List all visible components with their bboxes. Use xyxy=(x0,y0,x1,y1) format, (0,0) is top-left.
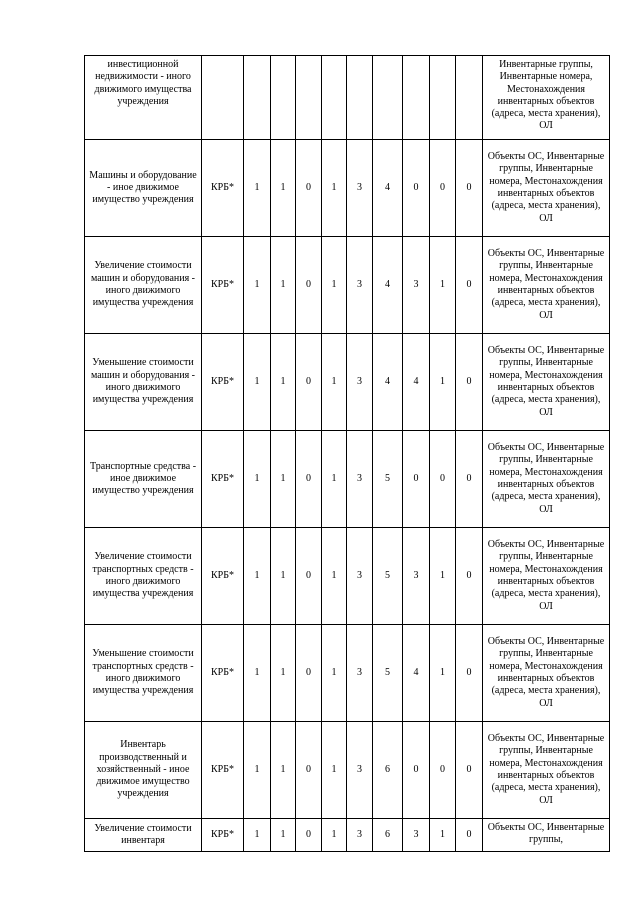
code-digit-cell xyxy=(347,56,373,140)
basis-cell: КРБ* xyxy=(202,528,244,625)
code-digit-cell: 0 xyxy=(456,334,483,431)
code-digit-cell: 1 xyxy=(271,528,296,625)
code-digit-cell: 1 xyxy=(322,625,347,722)
code-digit-cell: 6 xyxy=(373,819,403,852)
code-digit-cell: 1 xyxy=(244,334,271,431)
table-row xyxy=(85,431,610,528)
table-row xyxy=(85,625,610,722)
accounts-table xyxy=(84,55,610,852)
code-digit-cell: 1 xyxy=(244,819,271,852)
code-digit-cell: 4 xyxy=(403,334,430,431)
code-digit-cell: 0 xyxy=(296,237,322,334)
code-digit-cell: 5 xyxy=(373,431,403,528)
code-digit-cell xyxy=(403,56,430,140)
code-digit-cell: 1 xyxy=(322,334,347,431)
basis-cell: КРБ* xyxy=(202,722,244,819)
basis-cell: КРБ* xyxy=(202,140,244,237)
code-digit-cell: 0 xyxy=(296,625,322,722)
table-row xyxy=(85,819,610,852)
code-digit-cell: 3 xyxy=(347,237,373,334)
code-digit-cell: 1 xyxy=(244,625,271,722)
code-digit-cell xyxy=(271,56,296,140)
code-digit-cell: 0 xyxy=(296,431,322,528)
code-digit-cell: 0 xyxy=(296,528,322,625)
code-digit-cell: 0 xyxy=(456,237,483,334)
code-digit-cell: 1 xyxy=(322,237,347,334)
code-digit-cell: 3 xyxy=(347,528,373,625)
code-digit-cell: 3 xyxy=(347,819,373,852)
code-digit-cell: 5 xyxy=(373,528,403,625)
code-digit-cell: 4 xyxy=(373,334,403,431)
analytics-note-cell: Объекты ОС, Инвентарные группы, Инвентарные номера, Местонахождения инвентарных объектов (адреса, места хранения), ОЛ xyxy=(483,625,610,722)
account-name-cell: Инвентарь производственный и хозяйственный - иное движимое имущество учреждения xyxy=(85,722,202,819)
code-digit-cell: 1 xyxy=(271,625,296,722)
code-digit-cell: 5 xyxy=(373,625,403,722)
code-digit-cell: 0 xyxy=(456,625,483,722)
code-digit-cell: 1 xyxy=(430,528,456,625)
basis-cell: КРБ* xyxy=(202,431,244,528)
analytics-note-cell: Объекты ОС, Инвентарные группы, Инвентарные номера, Местонахождения инвентарных объектов (адреса, места хранения), ОЛ xyxy=(483,237,610,334)
code-digit-cell: 1 xyxy=(244,431,271,528)
code-digit-cell: 1 xyxy=(430,237,456,334)
basis-cell xyxy=(202,56,244,140)
code-digit-cell: 1 xyxy=(430,334,456,431)
account-name-cell: Уменьшение стоимости машин и оборудования - иного движимого имущества учреждения xyxy=(85,334,202,431)
table-body xyxy=(85,56,610,852)
basis-cell: КРБ* xyxy=(202,625,244,722)
account-name-cell: инвестиционной недвижимости - иного движимого имущества учреждения xyxy=(85,56,202,140)
code-digit-cell: 1 xyxy=(244,237,271,334)
account-name-cell: Увеличение стоимости машин и оборудования - иного движимого имущества учреждения xyxy=(85,237,202,334)
code-digit-cell: 1 xyxy=(322,528,347,625)
analytics-note-cell: Объекты ОС, Инвентарные группы, Инвентарные номера, Местонахождения инвентарных объектов (адреса, места хранения), ОЛ xyxy=(483,431,610,528)
code-digit-cell xyxy=(244,56,271,140)
code-digit-cell: 3 xyxy=(403,528,430,625)
code-digit-cell: 1 xyxy=(322,819,347,852)
table-row xyxy=(85,56,610,140)
code-digit-cell: 3 xyxy=(347,625,373,722)
basis-cell: КРБ* xyxy=(202,819,244,852)
code-digit-cell: 0 xyxy=(296,140,322,237)
code-digit-cell: 1 xyxy=(244,140,271,237)
analytics-note-cell: Объекты ОС, Инвентарные группы, Инвентарные номера, Местонахождения инвентарных объектов (адреса, места хранения), ОЛ xyxy=(483,528,610,625)
code-digit-cell: 3 xyxy=(347,140,373,237)
code-digit-cell: 3 xyxy=(347,334,373,431)
code-digit-cell: 0 xyxy=(403,140,430,237)
analytics-note-cell: Инвентарные группы, Инвентарные номера, Местонахождения инвентарных объектов (адреса, места хранения), ОЛ xyxy=(483,56,610,140)
code-digit-cell: 0 xyxy=(456,528,483,625)
code-digit-cell: 1 xyxy=(430,819,456,852)
document-page xyxy=(84,55,609,852)
code-digit-cell: 0 xyxy=(296,334,322,431)
table-row xyxy=(85,237,610,334)
code-digit-cell: 1 xyxy=(271,334,296,431)
code-digit-cell: 3 xyxy=(403,237,430,334)
code-digit-cell: 1 xyxy=(244,722,271,819)
table-row xyxy=(85,334,610,431)
code-digit-cell: 0 xyxy=(296,722,322,819)
code-digit-cell: 3 xyxy=(403,819,430,852)
code-digit-cell: 1 xyxy=(271,237,296,334)
table-row xyxy=(85,722,610,819)
code-digit-cell: 0 xyxy=(296,819,322,852)
analytics-note-cell: Объекты ОС, Инвентарные группы, Инвентарные номера, Местонахождения инвентарных объектов (адреса, места хранения), ОЛ xyxy=(483,722,610,819)
analytics-note-cell: Объекты ОС, Инвентарные группы, Инвентарные номера, Местонахождения инвентарных объектов (адреса, места хранения), ОЛ xyxy=(483,334,610,431)
code-digit-cell: 1 xyxy=(271,140,296,237)
code-digit-cell: 1 xyxy=(244,528,271,625)
code-digit-cell: 4 xyxy=(373,237,403,334)
analytics-note-cell: Объекты ОС, Инвентарные группы, Инвентарные номера, Местонахождения инвентарных объектов (адреса, места хранения), ОЛ xyxy=(483,140,610,237)
account-name-cell: Увеличение стоимости транспортных средств - иного движимого имущества учреждения xyxy=(85,528,202,625)
table-row xyxy=(85,528,610,625)
code-digit-cell: 1 xyxy=(271,722,296,819)
code-digit-cell: 0 xyxy=(430,140,456,237)
code-digit-cell: 1 xyxy=(271,431,296,528)
basis-cell: КРБ* xyxy=(202,237,244,334)
code-digit-cell: 0 xyxy=(430,722,456,819)
code-digit-cell: 1 xyxy=(322,431,347,528)
code-digit-cell: 0 xyxy=(403,722,430,819)
table-row xyxy=(85,140,610,237)
code-digit-cell xyxy=(296,56,322,140)
code-digit-cell: 0 xyxy=(430,431,456,528)
code-digit-cell: 1 xyxy=(322,140,347,237)
code-digit-cell: 0 xyxy=(456,431,483,528)
code-digit-cell: 0 xyxy=(403,431,430,528)
account-name-cell: Увеличение стоимости инвентаря xyxy=(85,819,202,852)
account-name-cell: Уменьшение стоимости транспортных средств - иного движимого имущества учреждения xyxy=(85,625,202,722)
code-digit-cell: 6 xyxy=(373,722,403,819)
account-name-cell: Машины и оборудование - иное движимое имущество учреждения xyxy=(85,140,202,237)
code-digit-cell: 3 xyxy=(347,722,373,819)
code-digit-cell: 0 xyxy=(456,140,483,237)
code-digit-cell: 3 xyxy=(347,431,373,528)
code-digit-cell: 4 xyxy=(373,140,403,237)
code-digit-cell: 0 xyxy=(456,722,483,819)
code-digit-cell: 0 xyxy=(456,819,483,852)
code-digit-cell: 1 xyxy=(322,722,347,819)
code-digit-cell: 1 xyxy=(271,819,296,852)
code-digit-cell: 4 xyxy=(403,625,430,722)
basis-cell: КРБ* xyxy=(202,334,244,431)
code-digit-cell xyxy=(373,56,403,140)
code-digit-cell xyxy=(322,56,347,140)
code-digit-cell: 1 xyxy=(430,625,456,722)
analytics-note-cell: Объекты ОС, Инвентарные группы, xyxy=(483,819,610,852)
code-digit-cell xyxy=(430,56,456,140)
code-digit-cell xyxy=(456,56,483,140)
account-name-cell: Транспортные средства - иное движимое имущество учреждения xyxy=(85,431,202,528)
